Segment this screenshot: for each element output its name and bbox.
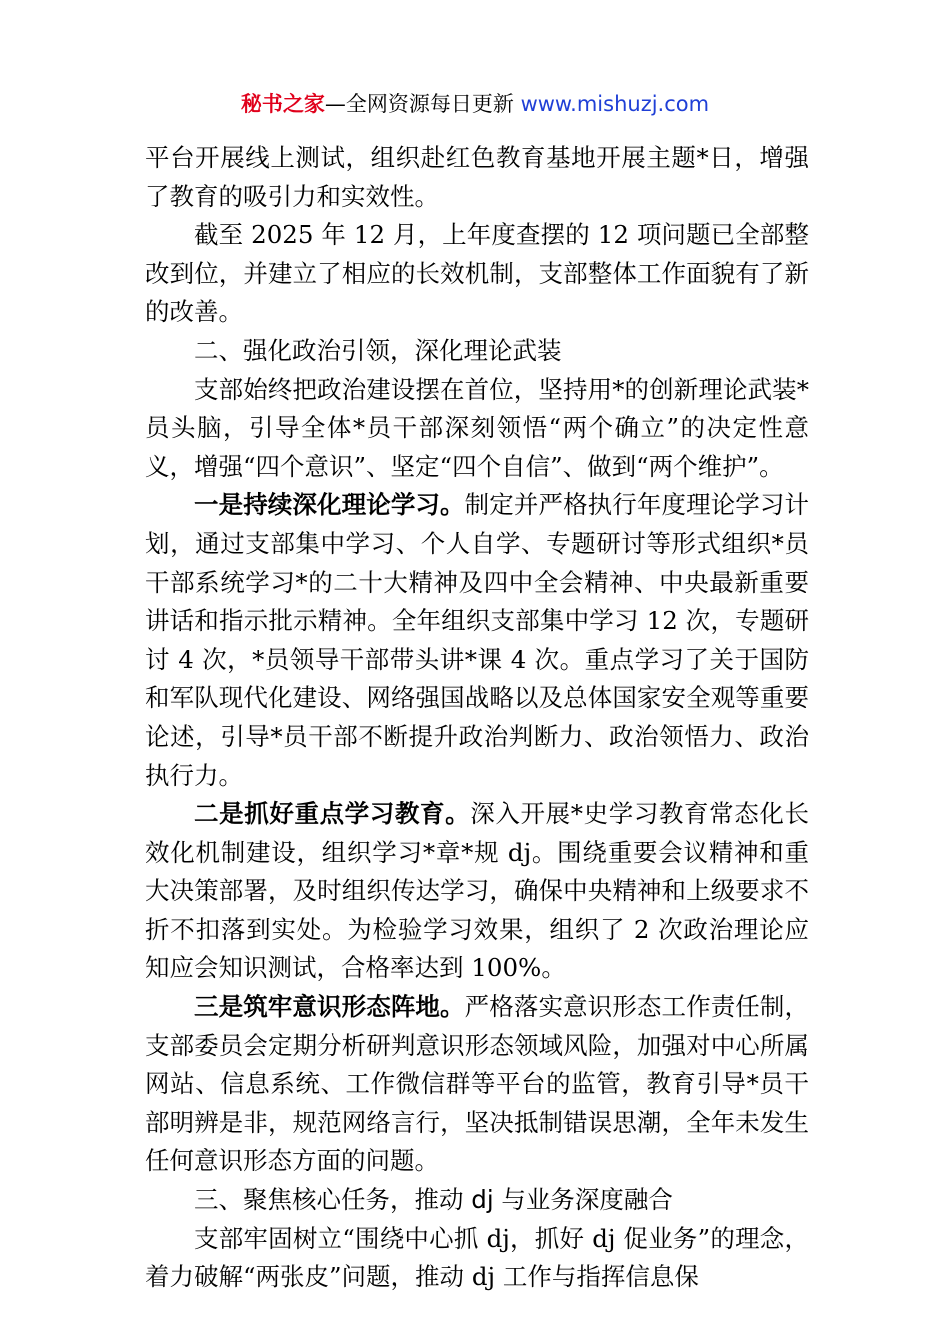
paragraph-text: 平台开展线上测试，组织赴红色教育基地开展主题*日，增强了教育的吸引力和实效性。: [145, 143, 809, 211]
paragraph-text: 支部牢固树立“围绕中心抓 dj，抓好 dj 促业务”的理念，着力破解“两张皮”问题，推动 dj 工作与指挥信息保: [145, 1223, 809, 1292]
document-body: [145, 139, 809, 1297]
paragraph-continued: [145, 139, 809, 216]
paragraph-ideology: [145, 988, 809, 1181]
paragraph-lead: 二是抓好重点学习教育。: [194, 799, 471, 829]
paragraph-text: 严格落实意识形态工作责任制，支部委员会定期分析研判意识形态领域风险，加强对中心所属网站、信息系统、工作微信群等平台的监管，教育引导*员干部明辨是非，规范网络言行，坚决抵制错误思潮，全年未发生任何意识形态方面的问题。: [145, 992, 810, 1176]
header-tagline: —全网资源每日更新: [324, 92, 521, 116]
paragraph-text: 支部始终把政治建设摆在首位，坚持用*的创新理论武装*员头脑，引导全体*员干部深刻领悟“两个确立”的决定性意义，增强“四个意识”、坚定“四个自信”、做到“两个维护”。: [145, 374, 809, 481]
site-brand: 秘书之家: [240, 92, 325, 116]
paragraph-political-building: [145, 371, 809, 487]
paragraph-integration: [145, 1220, 809, 1297]
section-heading-text: 三、聚焦核心任务，推动 dj 与业务深度融合: [194, 1185, 673, 1215]
paragraph-rectification: [145, 216, 809, 332]
site-url-link[interactable]: www.mishuzj.com: [520, 92, 710, 116]
paragraph-text: 截至 2025 年 12 月，上年度查摆的 12 项问题已全部整改到位，并建立了相应的长效机制，支部整体工作面貌有了新的改善。: [145, 220, 809, 327]
section-heading-three: [145, 1181, 809, 1220]
paragraph-theory-study: [145, 486, 809, 795]
section-heading-two: [145, 332, 809, 371]
paragraph-text: 深入开展*史学习教育常态化长效化机制建设，组织学习*章*规 dj。围绕重要会议精神和重大决策部署，及时组织传达学习，确保中央精神和上级要求不折不扣落到实处。为检验学习效果，组织了 2 次政治理论应知应会知识测试，合格率达到 100%。: [145, 799, 810, 983]
page-header: [0, 89, 950, 119]
paragraph-text: 制定并严格执行年度理论学习计划，通过支部集中学习、个人自学、专题研讨等形式组织*员干部系统学习*的二十大精神及四中全会精神、中央最新重要讲话和指示批示精神。全年组织支部集中学习 12 次，专题研讨 4 次，*员领导干部带头讲*课 4 次。重点学习了关于国防和军队现代化建设、网络强国战略以及总体国家安全观等重要论述，引导*员干部不断提升政治判断力、政治领悟力、政治执行力。: [145, 490, 810, 790]
paragraph-key-education: [145, 795, 809, 988]
paragraph-lead: 一是持续深化理论学习。: [194, 490, 465, 520]
paragraph-lead: 三是筑牢意识形态阵地。: [194, 992, 465, 1022]
section-heading-text: 二、强化政治引领，深化理论武装: [194, 335, 562, 365]
